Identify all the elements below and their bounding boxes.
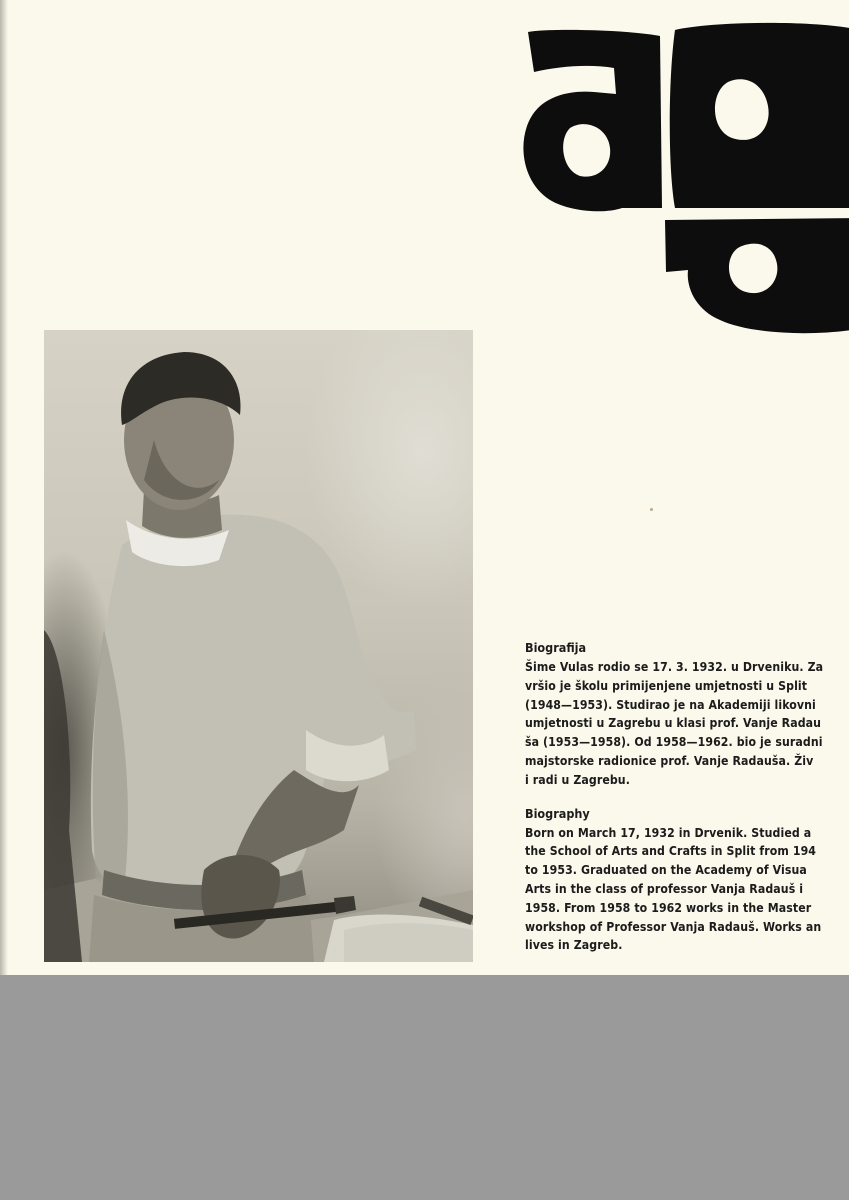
biography-line: 1958. From 1958 to 1962 works in the Master — [525, 900, 812, 915]
paper-speck — [650, 508, 653, 511]
ag-logo — [510, 20, 849, 340]
artist-portrait-photo — [44, 330, 473, 962]
biography-line: Arts in the class of professor Vanja Radauš i — [525, 881, 804, 896]
biography-text-block — [525, 638, 849, 955]
biografija-line: majstorske radionice prof. Vanje Radauša. Živ — [525, 753, 814, 768]
biography-line: workshop of Professor Vanja Radauš. Works an — [525, 919, 822, 934]
logo-glyph-g-upper — [670, 23, 849, 208]
biography-line: to 1953. Graduated on the Academy of Visua — [525, 863, 807, 878]
biografija-line: ša (1953—1958). Od 1958—1962. bio je suradni — [525, 735, 823, 750]
biografija-line: umjetnosti u Zagrebu u klasi prof. Vanje Radau — [525, 716, 822, 731]
biography-line: the School of Arts and Crafts in Split from 194 — [525, 844, 817, 859]
logo-glyph-a — [523, 30, 662, 211]
scan-background — [0, 975, 849, 1200]
biography-line: lives in Zagreb. — [525, 938, 623, 953]
biografija-line: Šime Vulas rodio se 17. 3. 1932. u Drveniku. Za — [525, 660, 824, 674]
biografija-line: i radi u Zagrebu. — [525, 772, 630, 787]
scan-edge-shadow — [0, 0, 8, 975]
portrait-illustration — [44, 330, 473, 962]
logo-glyph-g-lower — [665, 218, 849, 333]
biografija-line: vršio je školu primijenjene umjetnosti u Split — [525, 678, 808, 693]
biography-heading: Biography — [525, 805, 590, 821]
biografija-heading: Biografija — [525, 640, 587, 655]
biografija-line: (1948—1953). Studirao je na Akademiji likovni — [525, 697, 816, 712]
biography-line: Born on March 17, 1932 in Drvenik. Studied a — [525, 825, 812, 840]
